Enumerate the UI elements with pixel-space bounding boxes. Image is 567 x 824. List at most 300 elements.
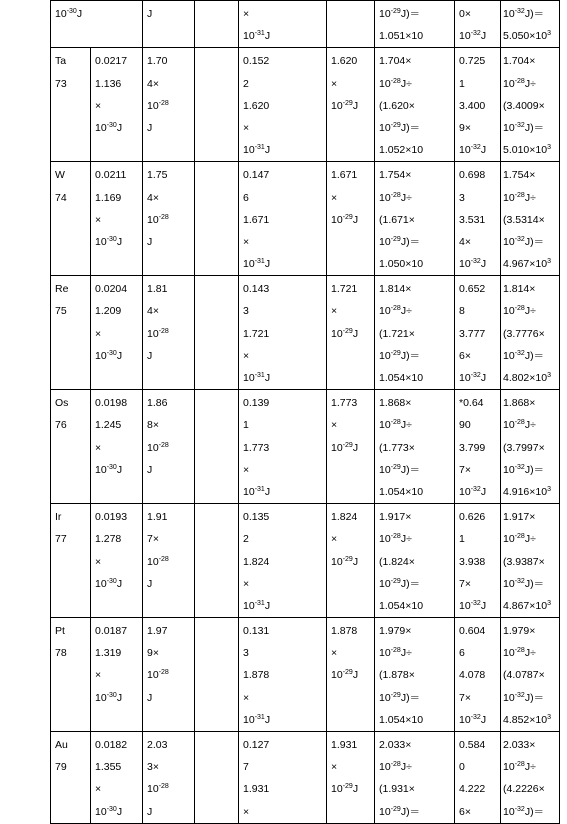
cell-line: 0.0187: [95, 625, 128, 638]
cell-line: (3.7997×: [503, 441, 545, 454]
cell-line: $10^{-29}J)=$: [379, 805, 421, 818]
cell-line: $4.852\times 10^3$: [503, 713, 551, 726]
cell-line: $10^{-32}J$: [459, 372, 487, 384]
cell-line: 1.75: [147, 169, 168, 182]
table-cell: [143, 618, 195, 732]
cell-line: $10^{-28}J\div$: [379, 761, 412, 774]
table-cell: [91, 162, 143, 276]
table-cell: [239, 732, 327, 824]
cell-line: 1.054×10: [379, 713, 424, 726]
table-cell: [501, 276, 560, 390]
cell-line: $10^{-32}J$: [459, 258, 487, 271]
cell-line: W: [55, 169, 65, 182]
cell-line: 0.0182: [95, 739, 128, 751]
cell-line: $10^{-32}J$: [459, 485, 487, 498]
table-cell: [375, 162, 455, 276]
cell-line: 1.620: [331, 55, 358, 68]
cell-line: 7×: [459, 691, 471, 704]
table-cell: [195, 1, 239, 48]
cell-line: $10^{-29}J$: [331, 327, 359, 340]
cell-line: $10^{-31}J$: [243, 485, 271, 498]
cell-line: $10^{-28}$: [147, 669, 169, 682]
cell-line: $10^{-32}J)=$: [503, 349, 545, 362]
cell-line: $10^{-30}J$: [55, 8, 83, 20]
cell-line: 3: [243, 647, 249, 660]
cell-line: 2.033×: [503, 739, 536, 751]
cell-line: $10^{-28}J\div$: [503, 761, 536, 774]
table-cell: [195, 276, 239, 390]
cell-line: 0.698: [459, 169, 486, 182]
cell-line: 79: [55, 761, 67, 774]
cell-line: (1.824×: [379, 555, 415, 568]
cell-line: $10^{-29}J)=$: [379, 691, 421, 704]
cell-line: Pt: [55, 625, 65, 638]
cell-line: (3.9387×: [503, 555, 545, 568]
table-cell: [143, 1, 195, 48]
cell-line: $10^{-29}J)=$: [379, 121, 421, 134]
cell-line: 0.626: [459, 511, 486, 524]
cell-line: 1.91: [147, 511, 168, 524]
cell-line: (1.620×: [379, 99, 415, 112]
cell-line: 1.814×: [503, 283, 536, 296]
table-cell: [91, 390, 143, 504]
table-cell: [327, 162, 375, 276]
cell-line: 6: [243, 191, 249, 204]
cell-line: $10^{-30}J$: [95, 577, 123, 590]
table-cell: [327, 618, 375, 732]
table-cell: [239, 1, 327, 48]
cell-line: J: [147, 121, 153, 134]
cell-line: ×: [95, 213, 102, 226]
cell-line: ×: [243, 691, 250, 704]
cell-line: 1.824: [243, 555, 270, 568]
cell-line: 3: [459, 191, 465, 204]
cell-line: 1.878: [331, 625, 358, 638]
table-cell: [51, 48, 91, 162]
cell-line: 1.721: [331, 283, 358, 296]
table-cell: [143, 162, 195, 276]
table-cell: [455, 732, 501, 824]
table-cell: [91, 276, 143, 390]
table-cell: [195, 732, 239, 824]
cell-line: 77: [55, 533, 67, 546]
table-cell: [501, 48, 560, 162]
cell-line: (3.4009×: [503, 99, 545, 112]
cell-line: 6×: [459, 349, 471, 362]
cell-line: 1.754×: [503, 169, 536, 182]
cell-line: $10^{-28}$: [147, 213, 169, 226]
cell-line: 2: [243, 77, 249, 90]
table-cell: [501, 504, 560, 618]
cell-line: $4.802\times 10^3$: [503, 372, 551, 384]
cell-line: $10^{-28}J\div$: [503, 191, 536, 204]
cell-line: 8: [459, 305, 465, 318]
table-cell: [455, 276, 501, 390]
cell-line: $10^{-32}J$: [459, 713, 487, 726]
table-cell: [327, 504, 375, 618]
cell-line: 3.938: [459, 555, 486, 568]
table-cell: [501, 1, 560, 48]
table-cell: [455, 162, 501, 276]
cell-line: 1.620: [243, 99, 270, 112]
cell-line: $10^{-28}J\div$: [379, 533, 412, 546]
cell-line: Ir: [55, 511, 62, 524]
table-row: [51, 276, 560, 390]
cell-line: 1.814×: [379, 283, 412, 296]
cell-line: ×: [331, 305, 338, 318]
table-cell: [51, 618, 91, 732]
cell-line: 1.917×: [379, 511, 412, 524]
cell-line: $10^{-28}J\div$: [379, 647, 412, 660]
table-row: [51, 162, 560, 276]
cell-line: 6: [459, 647, 465, 660]
cell-line: $10^{-32}J$: [459, 599, 487, 612]
cell-line: $10^{-31}J$: [243, 713, 271, 726]
cell-line: Os: [55, 397, 69, 410]
table-cell: [501, 162, 560, 276]
cell-line: 1.245: [95, 419, 122, 432]
cell-line: $10^{-30}J$: [95, 349, 123, 362]
cell-line: $10^{-32}J)=$: [503, 121, 545, 134]
cell-line: 1.773: [243, 441, 270, 454]
cell-line: 1.824: [331, 511, 358, 524]
table-cell: [195, 504, 239, 618]
cell-line: 0.725: [459, 55, 486, 68]
cell-line: 2: [243, 533, 249, 546]
table-cell: [501, 732, 560, 824]
cell-line: $4.867\times 10^3$: [503, 599, 551, 612]
table-row: [51, 618, 560, 732]
cell-line: ×: [331, 533, 338, 546]
cell-line: $10^{-30}J$: [95, 121, 123, 134]
table-row: [51, 504, 560, 618]
table-row: [51, 48, 560, 162]
table-cell: [91, 504, 143, 618]
table-cell: [51, 390, 91, 504]
cell-line: 0.0204: [95, 283, 128, 296]
table-cell: [501, 390, 560, 504]
cell-line: Ta: [55, 55, 67, 68]
table-cell: [239, 618, 327, 732]
table-cell: [327, 1, 375, 48]
cell-line: 1.169: [95, 191, 122, 204]
cell-line: 9×: [147, 647, 159, 660]
cell-line: $4.916\times 10^3$: [503, 485, 551, 498]
table-cell: [143, 48, 195, 162]
cell-line: 3: [243, 305, 249, 318]
cell-line: 6×: [459, 805, 471, 818]
cell-line: ×: [95, 555, 102, 568]
cell-line: 3.400: [459, 99, 486, 112]
table-cell: [51, 732, 91, 824]
cell-line: J: [147, 463, 153, 476]
table-cell: [91, 48, 143, 162]
cell-line: 1.054×10: [379, 372, 424, 384]
cell-line: 0.131: [243, 625, 270, 638]
cell-line: Au: [55, 739, 68, 751]
cell-line: (1.773×: [379, 441, 415, 454]
table-cell: [327, 276, 375, 390]
table-cell: [455, 48, 501, 162]
cell-line: 1.355: [95, 761, 122, 774]
cell-line: 0.0198: [95, 397, 128, 410]
cell-line: 3×: [147, 761, 159, 774]
cell-line: 1.979×: [503, 625, 536, 638]
cell-line: 0.604: [459, 625, 486, 638]
cell-line: $10^{-29}J$: [331, 669, 359, 682]
cell-line: 0.152: [243, 55, 270, 68]
cell-line: $10^{-30}J$: [95, 691, 123, 704]
cell-line: $10^{-32}J)=$: [503, 8, 545, 20]
table-cell: [239, 504, 327, 618]
cell-line: $10^{-29}J)=$: [379, 349, 421, 362]
cell-line: 78: [55, 647, 67, 660]
table-cell: [195, 48, 239, 162]
cell-line: 1.931: [331, 739, 358, 751]
cell-line: 1.050×10: [379, 258, 424, 271]
cell-line: (4.2226×: [503, 783, 545, 796]
table-cell: [51, 162, 91, 276]
cell-line: $10^{-29}J)=$: [379, 463, 421, 476]
table-cell: [195, 618, 239, 732]
table-cell: [51, 504, 91, 618]
cell-line: $10^{-31}J$: [243, 258, 271, 271]
cell-line: 1.931: [243, 783, 270, 796]
cell-line: 3.531: [459, 213, 486, 226]
cell-line: 1.054×10: [379, 599, 424, 612]
cell-line: ×: [331, 647, 338, 660]
cell-line: 1.868×: [503, 397, 536, 410]
cell-line: 1.81: [147, 283, 168, 296]
cell-line: 1.319: [95, 647, 122, 660]
cell-line: J: [147, 577, 153, 590]
cell-line: 1.051×10: [379, 30, 424, 43]
table-cell: [143, 732, 195, 824]
cell-line: ×: [95, 327, 102, 340]
table-cell: [51, 276, 91, 390]
cell-line: ×: [243, 463, 250, 476]
cell-line: 0.139: [243, 397, 270, 410]
cell-line: 7×: [147, 533, 159, 546]
cell-line: $10^{-29}J$: [331, 99, 359, 112]
table-row: [51, 732, 560, 824]
cell-line: $10^{-28}J\div$: [379, 191, 412, 204]
cell-line: $10^{-28}$: [147, 555, 169, 568]
cell-line: $10^{-28}J\div$: [379, 305, 412, 318]
cell-line: 0: [459, 761, 465, 774]
table-row: [51, 1, 560, 48]
table-cell: [195, 390, 239, 504]
cell-line: J: [147, 805, 153, 818]
cell-line: ×: [243, 235, 250, 248]
table-cell: [143, 504, 195, 618]
cell-line: 76: [55, 419, 67, 432]
cell-line: J: [147, 349, 153, 362]
cell-line: (1.721×: [379, 327, 415, 340]
cell-line: 4×: [147, 77, 159, 90]
cell-line: $10^{-32}J$: [459, 30, 487, 43]
cell-line: 1.97: [147, 625, 168, 638]
cell-line: $10^{-30}J$: [95, 805, 123, 818]
cell-line: ×: [243, 121, 250, 134]
cell-line: (1.931×: [379, 783, 415, 796]
cell-line: 2.033×: [379, 739, 412, 751]
cell-line: J: [147, 691, 153, 704]
cell-line: 1.868×: [379, 397, 412, 410]
table-cell: [455, 390, 501, 504]
cell-line: $10^{-28}J\div$: [503, 305, 536, 318]
cell-line: 2.03: [147, 739, 168, 751]
table-cell: [239, 162, 327, 276]
cell-line: $4.967\times 10^3$: [503, 258, 551, 271]
table-cell: [455, 504, 501, 618]
cell-line: 1.773: [331, 397, 358, 410]
cell-line: $10^{-28}J\div$: [379, 77, 412, 90]
cell-line: $10^{-29}J$: [331, 441, 359, 454]
cell-line: 1.917×: [503, 511, 536, 524]
cell-line: 1.209: [95, 305, 122, 318]
cell-line: 0.584: [459, 739, 486, 751]
cell-line: 0.127: [243, 739, 270, 751]
table-cell: [51, 1, 143, 48]
cell-line: $10^{-28}$: [147, 441, 169, 454]
cell-line: $10^{-28}J\div$: [503, 419, 536, 432]
cell-line: $10^{-31}J$: [243, 30, 271, 43]
table-cell: [375, 48, 455, 162]
cell-line: 73: [55, 77, 67, 90]
table-cell: [195, 162, 239, 276]
cell-line: Re: [55, 283, 69, 296]
cell-line: $10^{-32}J)=$: [503, 577, 545, 590]
cell-line: ×: [243, 805, 250, 818]
cell-line: 1: [243, 419, 249, 432]
cell-line: 1.671: [331, 169, 358, 182]
cell-line: $10^{-31}J$: [243, 372, 271, 384]
cell-line: $10^{-31}J$: [243, 599, 271, 612]
cell-line: ×: [243, 349, 250, 362]
cell-line: 7: [243, 761, 249, 774]
cell-line: (3.7776×: [503, 327, 545, 340]
cell-line: 3.777: [459, 327, 486, 340]
cell-line: 1.754×: [379, 169, 412, 182]
cell-line: $10^{-29}J)=$: [379, 8, 421, 20]
cell-line: 9×: [459, 121, 471, 134]
table-cell: [327, 732, 375, 824]
cell-line: 0.143: [243, 283, 270, 296]
cell-line: ×: [331, 191, 338, 204]
cell-line: 1.704×: [503, 55, 536, 68]
cell-line: J: [147, 235, 153, 248]
table-cell: [455, 618, 501, 732]
cell-line: $10^{-32}J)=$: [503, 235, 545, 248]
cell-line: 4×: [147, 191, 159, 204]
cell-line: ×: [331, 761, 338, 774]
cell-line: 1.721: [243, 327, 270, 340]
table-cell: [375, 504, 455, 618]
cell-line: $10^{-28}$: [147, 99, 169, 112]
table-cell: [327, 48, 375, 162]
cell-line: (1.671×: [379, 213, 415, 226]
cell-line: (3.5314×: [503, 213, 545, 226]
cell-line: 3.799: [459, 441, 486, 454]
table-cell: [501, 618, 560, 732]
cell-line: 4.078: [459, 669, 486, 682]
cell-line: 1.70: [147, 55, 168, 68]
cell-line: 0.135: [243, 511, 270, 524]
cell-line: 1.052×10: [379, 144, 424, 157]
cell-line: 1: [459, 77, 465, 90]
cell-line: ×: [243, 8, 250, 20]
cell-line: 1.704×: [379, 55, 412, 68]
cell-line: $10^{-32}J$: [459, 144, 487, 157]
cell-line: $10^{-32}J)=$: [503, 805, 545, 818]
table-cell: [239, 390, 327, 504]
cell-line: 1.054×10: [379, 485, 424, 498]
table-cell: [143, 276, 195, 390]
table-cell: [91, 618, 143, 732]
cell-line: 1.878: [243, 669, 270, 682]
table-cell: [455, 1, 501, 48]
cell-line: ×: [95, 783, 102, 796]
cell-line: ×: [95, 441, 102, 454]
table-cell: [375, 390, 455, 504]
cell-line: 0.0211: [95, 169, 127, 182]
cell-line: *0.64: [459, 397, 484, 410]
cell-line: $10^{-28}$: [147, 327, 169, 340]
cell-line: $10^{-28}J\div$: [503, 647, 536, 660]
cell-line: $10^{-29}J)=$: [379, 235, 421, 248]
cell-line: 4×: [459, 235, 471, 248]
cell-line: 90: [459, 419, 471, 432]
cell-line: $10^{-29}J$: [331, 783, 359, 796]
cell-line: $10^{-29}J)=$: [379, 577, 421, 590]
table-row: [51, 390, 560, 504]
cell-line: ×: [331, 77, 338, 90]
table-cell: [375, 618, 455, 732]
cell-line: $5.050\times 10^3$: [503, 30, 551, 43]
cell-line: $10^{-28}J\div$: [379, 419, 412, 432]
cell-line: (1.878×: [379, 669, 415, 682]
table-cell: [375, 276, 455, 390]
cell-line: $10^{-32}J)=$: [503, 463, 545, 476]
table-cell: [91, 732, 143, 824]
data-table: [50, 0, 560, 824]
table-body: [51, 1, 560, 824]
cell-line: 75: [55, 305, 67, 318]
cell-line: 1.136: [95, 77, 122, 90]
table-cell: [239, 48, 327, 162]
cell-line: 0×: [459, 8, 471, 20]
cell-line: $10^{-29}J$: [331, 555, 359, 568]
table-cell: [375, 1, 455, 48]
cell-line: 1: [459, 533, 465, 546]
cell-line: 4.222: [459, 783, 486, 796]
table-cell: [375, 732, 455, 824]
table-cell: [239, 276, 327, 390]
cell-line: 0.0217: [95, 55, 128, 68]
cell-line: ×: [243, 577, 250, 590]
cell-line: J: [147, 8, 153, 20]
cell-line: 1.86: [147, 397, 168, 410]
cell-line: 74: [55, 191, 67, 204]
cell-line: 7×: [459, 577, 471, 590]
cell-line: $5.010\times 10^3$: [503, 144, 551, 157]
cell-line: $10^{-28}$: [147, 783, 169, 796]
cell-line: 8×: [147, 419, 159, 432]
cell-line: 1.278: [95, 533, 122, 546]
table-cell: [327, 390, 375, 504]
cell-line: (4.0787×: [503, 669, 545, 682]
